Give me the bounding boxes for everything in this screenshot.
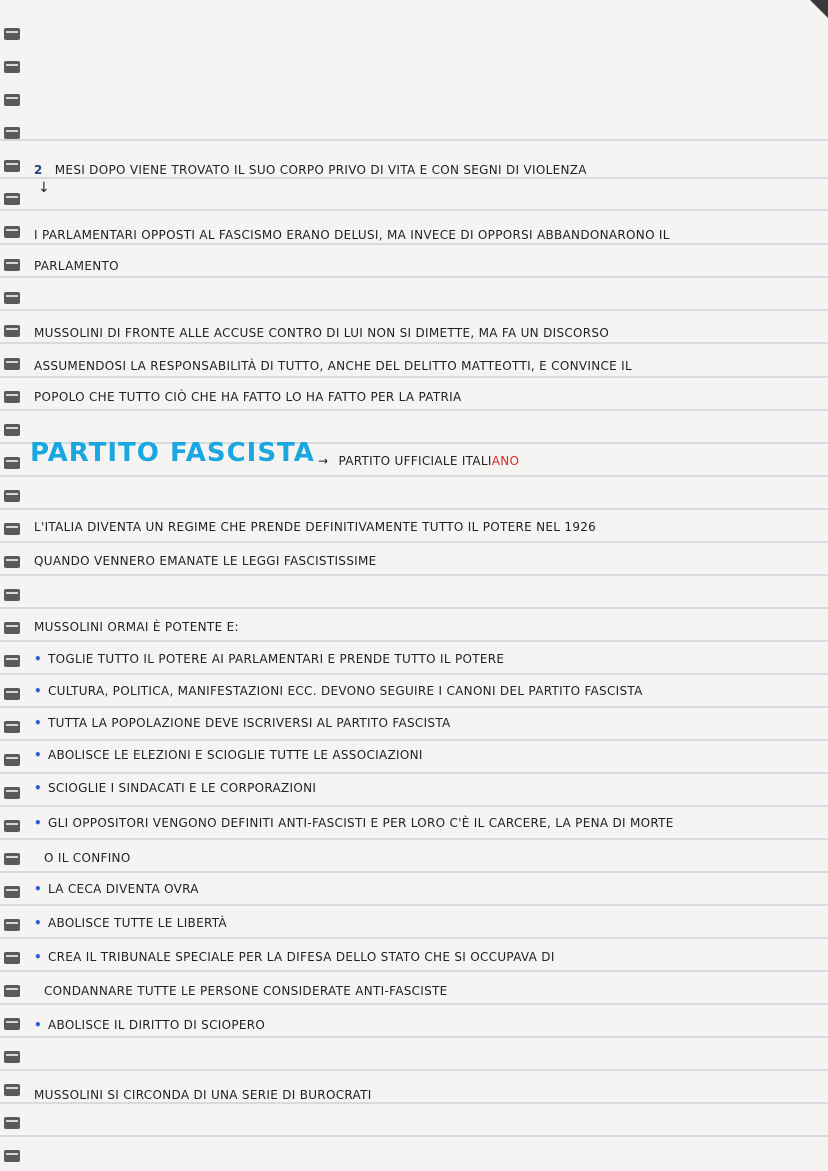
binding-ring xyxy=(4,259,20,271)
note-line-7: L'ITALIA DIVENTA UN REGIME CHE PRENDE DEFINITIVAMENTE TUTTO IL POTERE NEL 1926 xyxy=(34,520,597,534)
bullet-item-6 xyxy=(34,816,808,830)
binding-ring xyxy=(4,1150,20,1162)
bullet-text-5: SCIOGLIE I SINDACATI E LE CORPORAZIONI xyxy=(47,781,317,795)
note-line-9: MUSSOLINI ORMAI È POTENTE E: xyxy=(34,620,239,634)
bullet-text-1: TOGLIE TUTTO IL POTERE AI PARLAMENTARI E PRENDE TUTTO IL POTERE xyxy=(47,652,505,666)
bullet-icon: • xyxy=(34,781,42,795)
bullet-item-1 xyxy=(34,652,808,666)
bullet-item-4 xyxy=(34,748,808,762)
bullet-text-7: LA CECA DIVENTA OVRA xyxy=(47,882,199,896)
binding-ring xyxy=(4,787,20,799)
bullet-item-3 xyxy=(34,716,808,730)
heading-arrow-icon: → xyxy=(318,454,329,468)
binding-ring xyxy=(4,655,20,667)
binding-ring xyxy=(4,754,20,766)
binding-ring xyxy=(4,622,20,634)
bullet-text-4: ABOLISCE LE ELEZIONI E SCIOGLIE TUTTE LE ASSOCIAZIONI xyxy=(47,748,423,762)
bullet-icon: • xyxy=(34,816,42,830)
bullet-text-2: CULTURA, POLITICA, MANIFESTAZIONI ECC. DEVONO SEGUIRE I CANONI DEL PARTITO FASCISTA xyxy=(47,684,643,698)
binding-ring xyxy=(4,721,20,733)
bullet-text-6: GLI OPPOSITORI VENGONO DEFINITI ANTI-FASCISTI E PER LORO C'È IL CARCERE, LA PENA DI MORTE xyxy=(47,816,674,830)
heading-subtitle-text: PARTITO UFFICIALE ITALI xyxy=(338,454,492,468)
note-line-5: ASSUMENDOSI LA RESPONSABILITÀ DI TUTTO, ANCHE DEL DELITTO MATTEOTTI, E CONVINCE IL xyxy=(34,359,632,373)
binding-ring xyxy=(4,1117,20,1129)
bullet-icon: • xyxy=(34,652,42,666)
bullet-icon: • xyxy=(34,916,42,930)
note-line-2: I PARLAMENTARI OPPOSTI AL FASCISMO ERANO DELUSI, MA INVECE DI OPPORSI ABBANDONARONO IL xyxy=(34,228,670,242)
binding-ring xyxy=(4,193,20,205)
binding-ring xyxy=(4,391,20,403)
binding-ring xyxy=(4,358,20,370)
binding-ring xyxy=(4,28,20,40)
bullet-item-2 xyxy=(34,684,808,698)
binding-ring xyxy=(4,523,20,535)
binding-ring xyxy=(4,853,20,865)
bullet-item-9-continuation: CONDANNARE TUTTE LE PERSONE CONSIDERATE ANTI-FASCISTE xyxy=(44,984,448,998)
binding-ring xyxy=(4,226,20,238)
note-line-10: MUSSOLINI SI CIRCONDA DI UNA SERIE DI BUROCRATI xyxy=(34,1088,372,1102)
bullet-text-9: CREA IL TRIBUNALE SPECIALE PER LA DIFESA DELLO STATO CHE SI OCCUPAVA DI xyxy=(47,950,555,964)
binding-ring xyxy=(4,556,20,568)
bullet-icon: • xyxy=(34,684,42,698)
binding-ring xyxy=(4,886,20,898)
binding-ring xyxy=(4,325,20,337)
binding-ring xyxy=(4,985,20,997)
binding-ring xyxy=(4,589,20,601)
bullet-item-9 xyxy=(34,950,808,964)
bullet-item-8 xyxy=(34,916,808,930)
number-two: 2 xyxy=(34,163,43,177)
binding-ring xyxy=(4,457,20,469)
bullet-icon: • xyxy=(34,882,42,896)
binding-ring xyxy=(4,688,20,700)
binding-ring xyxy=(4,490,20,502)
binding-ring xyxy=(4,1018,20,1030)
binding-ring xyxy=(4,919,20,931)
heading-subtitle xyxy=(318,454,808,468)
bullet-icon: • xyxy=(34,748,42,762)
note-line-6: POPOLO CHE TUTTO CIÒ CHE HA FATTO LO HA FATTO PER LA PATRIA xyxy=(34,390,462,404)
binding-ring xyxy=(4,61,20,73)
binding-ring xyxy=(4,952,20,964)
note-line-8: QUANDO VENNERO EMANATE LE LEGGI FASCISTISSIME xyxy=(34,554,377,568)
binding-ring xyxy=(4,1051,20,1063)
spiral-binding xyxy=(0,0,30,1171)
bullet-icon: • xyxy=(34,950,42,964)
binding-ring xyxy=(4,1084,20,1096)
bullet-item-7 xyxy=(34,882,808,896)
binding-ring xyxy=(4,160,20,172)
binding-ring xyxy=(4,94,20,106)
binding-ring xyxy=(4,127,20,139)
bullet-text-3: TUTTA LA POPOLAZIONE DEVE ISCRIVERSI AL PARTITO FASCISTA xyxy=(47,716,451,730)
note-line-1 xyxy=(34,163,808,177)
binding-ring xyxy=(4,424,20,436)
bullet-item-6-continuation: O IL CONFINO xyxy=(44,851,131,865)
section-heading: PARTITO FASCISTA xyxy=(30,438,315,468)
note-line-1-text: MESI DOPO VIENE TROVATO IL SUO CORPO PRIVO DI VITA E CON SEGNI DI VIOLENZA xyxy=(54,163,587,177)
down-arrow-icon: ↓ xyxy=(38,180,50,196)
bullet-item-5 xyxy=(34,781,808,795)
bullet-icon: • xyxy=(34,1018,42,1032)
heading-subtitle-ending: ANO xyxy=(491,454,520,468)
binding-ring xyxy=(4,820,20,832)
binding-ring xyxy=(4,292,20,304)
note-line-3: PARLAMENTO xyxy=(34,259,119,273)
bullet-item-10 xyxy=(34,1018,808,1032)
note-line-4: MUSSOLINI DI FRONTE ALLE ACCUSE CONTRO DI LUI NON SI DIMETTE, MA FA UN DISCORSO xyxy=(34,326,610,340)
bullet-text-10: ABOLISCE IL DIRITTO DI SCIOPERO xyxy=(47,1018,266,1032)
bullet-icon: • xyxy=(34,716,42,730)
bullet-text-8: ABOLISCE TUTTE LE LIBERTÀ xyxy=(47,916,227,930)
